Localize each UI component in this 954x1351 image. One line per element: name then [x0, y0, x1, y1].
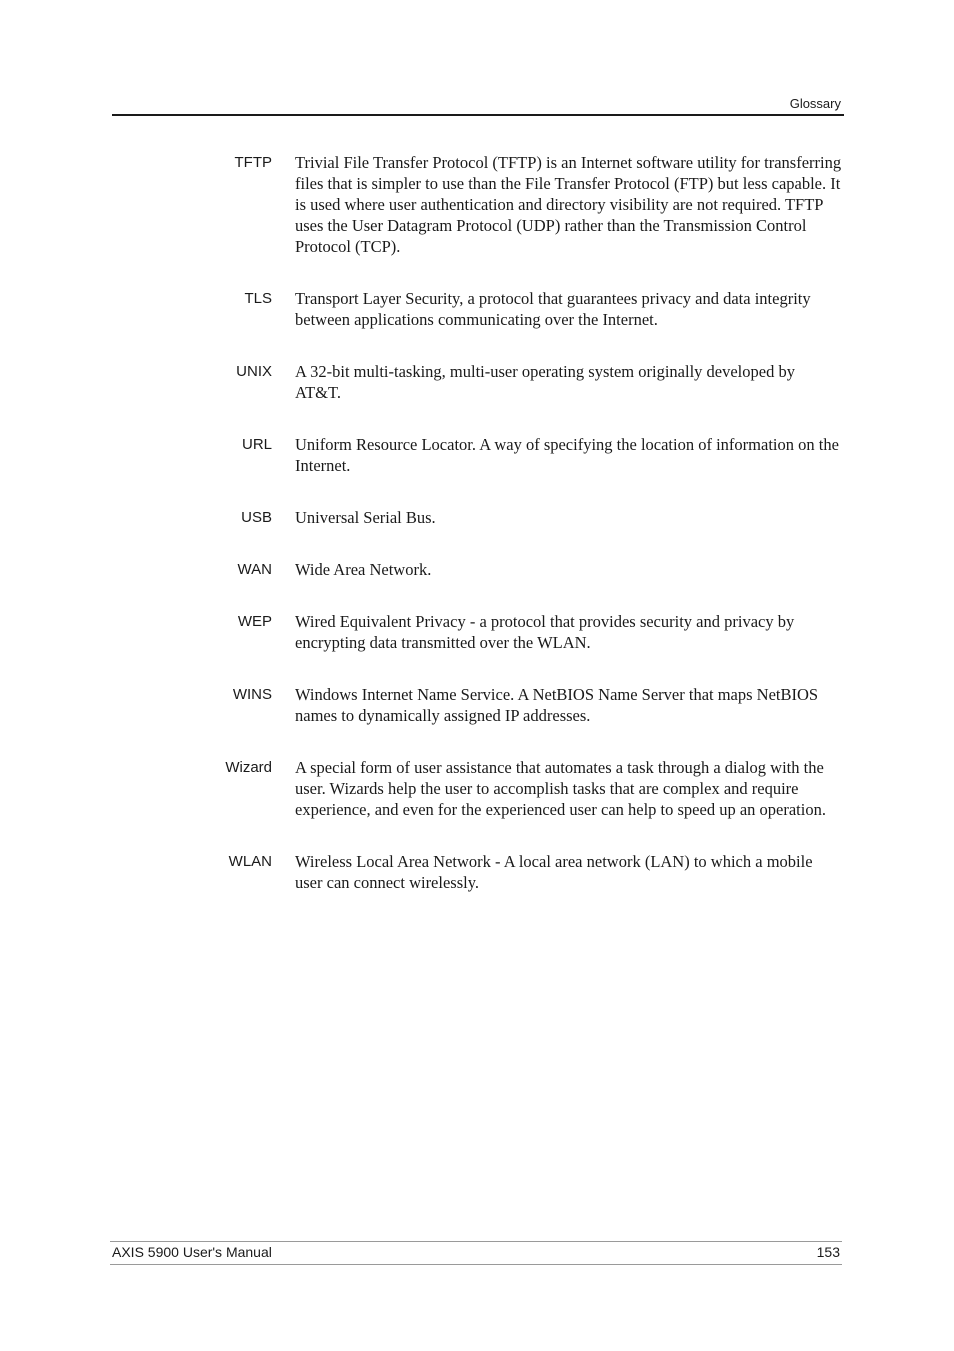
glossary-definition: Uniform Resource Locator. A way of specifying the location of information on the Internet. — [295, 435, 839, 475]
glossary-term: URL — [241, 436, 272, 453]
glossary-definition: A 32-bit multi-tasking, multi-user operating system originally developed by AT&T. — [295, 362, 795, 402]
glossary-entry-wizard — [0, 757, 954, 820]
glossary-entry-wan — [0, 559, 954, 580]
glossary-entry-url — [0, 434, 954, 476]
footer-divider-bottom — [110, 1264, 842, 1265]
glossary-definition: Windows Internet Name Service. A NetBIOS Name Server that maps NetBIOS names to dynamically assigned IP addresses. — [295, 685, 819, 725]
glossary-entry-wep — [0, 611, 954, 653]
section-title: Glossary — [789, 96, 841, 111]
glossary-entry-usb — [0, 507, 954, 528]
glossary-term: USB — [241, 509, 272, 526]
manual-title: AXIS 5900 User's Manual — [112, 1244, 272, 1260]
glossary-term: TLS — [244, 290, 272, 307]
glossary-entry-tls — [0, 288, 954, 330]
glossary-list — [0, 152, 954, 924]
footer-divider-top — [110, 1241, 842, 1242]
glossary-definition: Universal Serial Bus. — [295, 508, 436, 527]
glossary-definition: Wide Area Network. — [295, 560, 432, 579]
glossary-definition: Wired Equivalent Privacy - a protocol that provides security and privacy by encrypting data transmitted over the WLAN. — [295, 612, 795, 652]
glossary-definition: Transport Layer Security, a protocol that guarantees privacy and data integrity between applications communicating over the Internet. — [295, 289, 811, 329]
glossary-term: WINS — [232, 686, 272, 703]
glossary-entry-unix — [0, 361, 954, 403]
glossary-definition: Wireless Local Area Network - A local area network (LAN) to which a mobile user can connect wirelessly. — [295, 852, 813, 892]
glossary-entry-wlan — [0, 851, 954, 893]
glossary-definition: Trivial File Transfer Protocol (TFTP) is an Internet software utility for transferring files that is simpler to use than the File Transfer Protocol (FTP) but less capable. It is used where user authentication and directory visibility are not required. TFTP uses the User Datagram Protocol (UDP) rather than the Transmission Control Protocol (TCP). — [295, 153, 842, 256]
glossary-term: WLAN — [228, 853, 272, 870]
glossary-entry-wins — [0, 684, 954, 726]
glossary-entry-tftp — [0, 152, 954, 257]
glossary-term: WAN — [237, 561, 272, 578]
page-number: 153 — [816, 1244, 840, 1260]
glossary-term: TFTP — [234, 154, 272, 171]
header-divider — [112, 114, 844, 116]
glossary-term: WEP — [237, 613, 272, 630]
glossary-term: UNIX — [236, 363, 272, 380]
glossary-term: Wizard — [225, 759, 272, 776]
glossary-definition: A special form of user assistance that automates a task through a dialog with the user. Wizards help the user to accomplish tasks that are complex and require experience, and even for the experienced user can help to speed up an operation. — [295, 758, 826, 819]
